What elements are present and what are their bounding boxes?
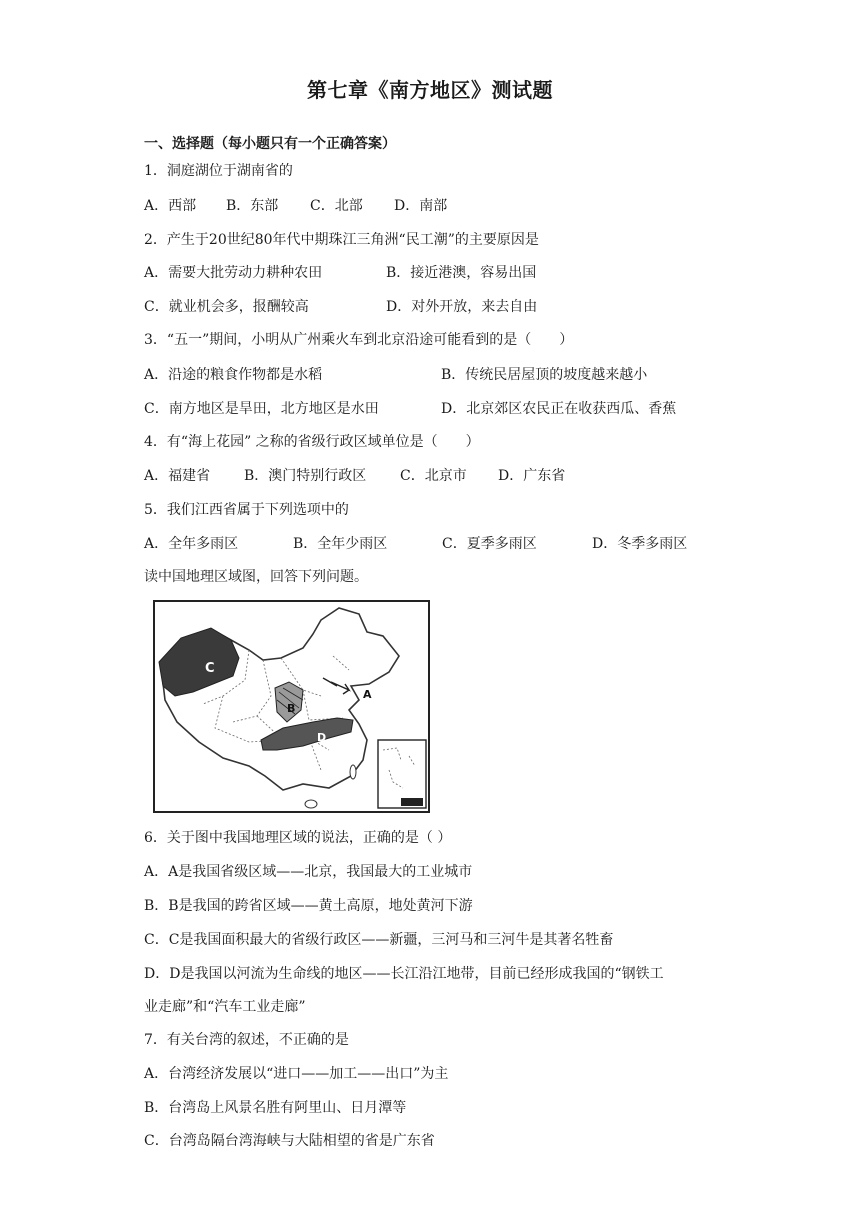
china-region-map	[153, 600, 430, 813]
q7-option-a: A．台湾经济发展以“进口——加工——出口”为主	[144, 1066, 449, 1082]
q6-option-d: D．D是我国以河流为生命线的地区——长江沿江地带，目前已经形成我国的“钢铁工	[144, 966, 664, 982]
map-label-d: D	[317, 731, 327, 744]
q4-option-a: A．福建省	[144, 468, 211, 484]
question-7-stem: 7．有关台湾的叙述，不正确的是	[144, 1032, 349, 1048]
q2-option-c: C．就业机会多，报酬较高	[144, 299, 309, 315]
q3-option-b: B．传统民居屋顶的坡度越来越小	[441, 367, 648, 383]
map-label-a: A	[363, 688, 372, 701]
q2-option-d: D．对外开放，来去自由	[386, 299, 538, 315]
page-title: 第七章《南方地区》测试题	[307, 78, 553, 102]
q1-option-d: D．南部	[394, 198, 448, 214]
q4-option-c: C．北京市	[400, 468, 467, 484]
q4-option-b: B．澳门特别行政区	[244, 468, 367, 484]
q4-option-d: D．广东省	[498, 468, 566, 484]
question-2-stem: 2．产生于20世纪80年代中期珠江三角洲“民工潮”的主要原因是	[144, 232, 539, 248]
q6-option-b: B．B是我国的跨省区域——黄土高原，地处黄河下游	[144, 898, 473, 914]
q7-option-c: C．台湾岛隔台湾海峡与大陆相望的省是广东省	[144, 1133, 435, 1149]
question-5-stem: 5．我们江西省属于下列选项中的	[144, 502, 349, 518]
q3-option-a: A．沿途的粮食作物都是水稻	[144, 367, 323, 383]
q3-option-d: D．北京郊区农民正在收获西瓜、香蕉	[441, 401, 677, 417]
map-label-b: B	[287, 702, 296, 715]
q5-option-c: C．夏季多雨区	[442, 536, 537, 552]
question-1-stem: 1．洞庭湖位于湖南省的	[144, 163, 293, 179]
q2-option-a: A．需要大批劳动力耕种农田	[144, 265, 323, 281]
q6-option-d-continued: 业走廊”和“汽车工业走廊”	[144, 999, 306, 1015]
question-4-stem: 4．有“海上花园” 之称的省级行政区域单位是（ ）	[144, 434, 480, 450]
q1-option-b: B．东部	[226, 198, 279, 214]
map-intro: 读中国地理区域图，回答下列问题。	[144, 569, 368, 585]
question-6-stem: 6．关于图中我国地理区域的说法，正确的是（ ）	[144, 830, 452, 846]
q6-option-a: A．A是我国省级区域——北京，我国最大的工业城市	[144, 864, 473, 880]
q2-option-b: B．接近港澳，容易出国	[386, 265, 537, 281]
q1-option-a: A．西部	[144, 198, 197, 214]
q5-option-b: B．全年少雨区	[293, 536, 388, 552]
q6-option-c: C．C是我国面积最大的省级行政区——新疆，三河马和三河牛是其著名牲畜	[144, 932, 614, 948]
q3-option-c: C．南方地区是旱田，北方地区是水田	[144, 401, 379, 417]
map-label-c: C	[205, 661, 215, 676]
section-heading: 一、选择题（每小题只有一个正确答案）	[144, 136, 396, 152]
q7-option-b: B．台湾岛上风景名胜有阿里山、日月潭等	[144, 1100, 407, 1116]
q5-option-a: A．全年多雨区	[144, 536, 239, 552]
q1-option-c: C．北部	[310, 198, 363, 214]
q5-option-d: D．冬季多雨区	[592, 536, 688, 552]
question-3-stem: 3．“五一”期间，小明从广州乘火车到北京沿途可能看到的是（ ）	[144, 332, 574, 348]
